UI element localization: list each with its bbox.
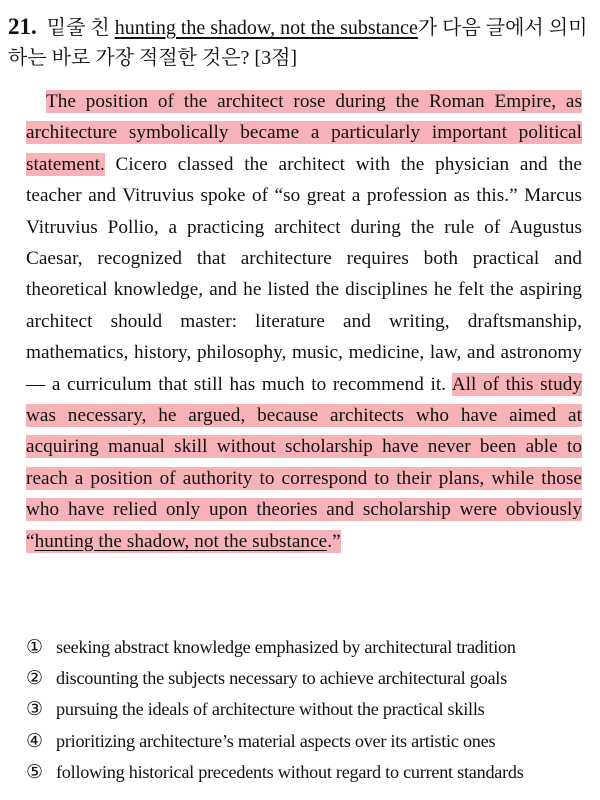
passage [26,86,582,557]
highlight-first-sentence: The position of the architect rose during the Roman Empire, as architecture symbolically became a particularly important political statement. [26,91,582,175]
choice-4[interactable] [26,726,596,757]
choice-text: seeking abstract knowledge emphasized by architectural tradition [56,637,516,657]
highlight-underlined-phrase: hunting the shadow, not the substance [34,530,328,552]
choice-number: ① [26,637,43,658]
choice-5[interactable] [26,757,596,788]
passage-body-text: Cicero classed the architect with the physician and the teacher and Vitruvius spoke of “so great a profession as this.” Marcus Vitruvius Pollio, a practicing architect during the rule of Augustus Caesar, recognized that architecture requires both practical and theoretical knowledge, and he listed the disciplines he felt the aspiring architect should master: literature and writing, draftsmanship, mathematics, history, philosophy, music, medicine, law, and astronomy — a curriculum that still has much to recommend it. [26,153,582,395]
choice-2[interactable] [26,663,596,694]
choice-number: ② [26,668,43,690]
choice-text: pursuing the ideals of architecture without the practical skills [56,699,485,720]
question-points: [3점] [254,47,298,69]
highlight-closing-quote: .” [327,530,341,552]
highlight-second-passage: All of this study was necessary, he argued, because architects who have aimed at acquiring manual skill without scholarship have never been able to reach a position of authority to correspond to their plans, while those who have relied only upon theories and scholarship were obviously “ [26,373,582,552]
choice-number: ⑤ [26,761,43,783]
question-number: 21. [8,14,37,39]
question-underlined-phrase: hunting the shadow, not the substance [114,17,418,39]
choice-text: following historical precedents without regard to current standards [56,761,524,782]
choice-number: ④ [26,730,43,752]
choice-text: prioritizing architecture’s material aspects over its artistic ones [56,730,496,751]
choice-text: discounting the subjects necessary to achieve architectural goals [56,668,507,689]
question-header [8,12,588,73]
question-prompt-end: 가 다음 글에서 의미하는 바로 가장 적절한 것은? [8,17,588,69]
choice-3[interactable] [26,694,596,725]
choice-number: ③ [26,699,43,721]
choice-1[interactable] [26,632,596,663]
passage-paragraph [26,86,582,557]
question-prompt-start: 밑줄 친 [46,17,115,39]
answer-choices [26,632,596,788]
